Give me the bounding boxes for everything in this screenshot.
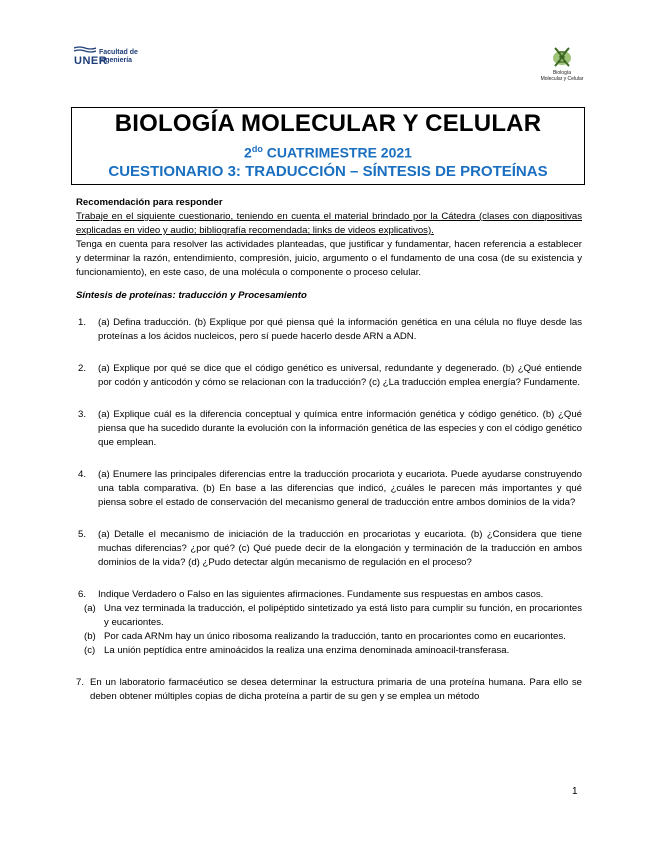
question-4: 4. (a) Enumere las principales diferencias entre la traducción procariota y eucariota. Puede ayudarse construyendo una tabla comparativa. (b) En base a las diferencias que indicó, ¿cuáles le parecen más importantes y qué piensa sobre el estado de conservación del mecanismo general de traducción entre ambos dominios de la vida? xyxy=(78,469,582,508)
page-number: 1 xyxy=(572,786,578,797)
bio-logo-caption: Biología Molecular y Celular xyxy=(540,70,584,82)
section-title: Síntesis de proteínas: traducción y Procesamiento xyxy=(76,290,307,301)
question-7: 7. En un laboratorio farmacéutico se desea determinar la estructura primaria de una proteína humana. Para ello se deben obtener múltiples copias de dicha proteína a partir de su gen y se emplea un método xyxy=(76,677,582,702)
recommendation-underlined: Trabaje en el siguiente cuestionario, teniendo en cuenta el material brindado por la Cátedra (clases con diapositivas explicadas en video y audio; bibliografía recomendada; links de videos explicativos). xyxy=(76,211,582,236)
question-1: 1. (a) Defina traducción. (b) Explique por qué piensa qué la información genética en una célula no fluye desde las proteínas a los ácidos nucleicos, pero sí puede hacerlo desde ARN a ADN. xyxy=(78,317,582,342)
uner-waves-icon xyxy=(74,46,96,54)
quiz-title: CUESTIONARIO 3: TRADUCCIÓN – SÍNTESIS DE PROTEÍNAS xyxy=(108,162,548,180)
recommendation-body: Tenga en cuenta para resolver las actividades planteadas, que justificar y fundamentar, hacen referencia a establecer y determinar la razón, entendimiento, compresión, juicio, argumento o el fundamento de una cosa (de su existencia y funcionamiento), en este caso, de una molécula o componente o proceso celular. xyxy=(76,239,582,278)
question-5: 5. (a) Detalle el mecanismo de iniciación de la traducción en procariotas y eucariota. (b) ¿Considera que tiene muchas diferencias? ¿por qué? (c) Qué puede decir de la elongación y terminación de la traducción en ambos dominios de la vida? (d) ¿Pudo detectar algún mecanismo de regulación en el proceso? xyxy=(78,529,582,568)
title-box xyxy=(71,107,585,185)
uner-brand: UNER xyxy=(74,55,108,67)
semester-title: $2^{do}$ CUATRIMESTRE 2021 xyxy=(244,144,412,161)
uner-faculty: Facultad de Ingeniería xyxy=(99,49,138,64)
question-6-item-c: (c) La unión peptídica entre aminoácidos la realiza una enzima denominada aminoacil-transferasa. xyxy=(84,645,510,656)
question-6-item-b: (b) Por cada ARNm hay un único ribosoma realizando la traducción, tanto en procariontes como en eucariontes. xyxy=(84,631,566,642)
uner-logo xyxy=(74,46,164,68)
dna-cell-icon xyxy=(549,44,575,70)
course-title: BIOLOGÍA MOLECULAR Y CELULAR xyxy=(114,110,542,137)
recommendation-heading: Recomendación para responder xyxy=(76,197,223,208)
bio-logo xyxy=(538,44,586,88)
question-6: 6. Indique Verdadero o Falso en las siguientes afirmaciones. Fundamente sus respuestas en ambos casos. xyxy=(78,589,544,600)
question-6-item-a: (a) Una vez terminada la traducción, el polipéptido sintetizado ya está listo para cumplir su función, en procariontes y eucariontes. xyxy=(84,603,582,628)
document-body xyxy=(76,196,582,704)
question-2: 2. (a) Explique por qué se dice que el código genético es universal, redundante y degenerado. (b) ¿Qué entiende por codón y anticodón y cómo se relacionan con la traducción? (c) ¿La traducción emplea energía? Fundamente. xyxy=(78,363,582,388)
question-3: 3. (a) Explique cuál es la diferencia conceptual y química entre información genética y código genético. (b) ¿Qué piensa que ha sucedido durante la evolución con la información genética de las especies y con el código genético que emplean. xyxy=(78,409,582,448)
